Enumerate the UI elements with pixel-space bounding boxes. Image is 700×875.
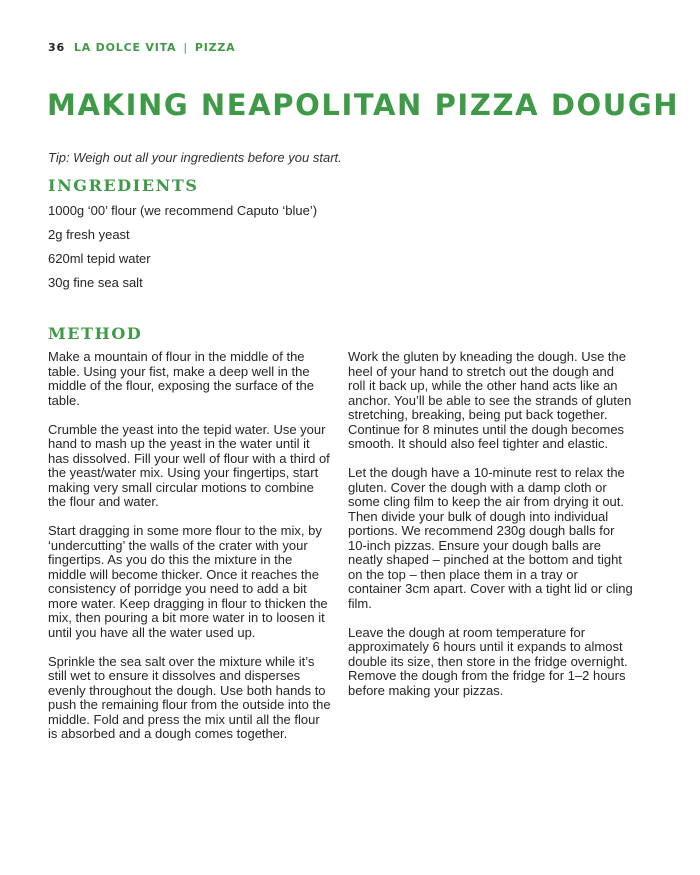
- method-column-right: [348, 350, 633, 713]
- method-step: Sprinkle the sea salt over the mixture while it’s still wet to ensure it dissolves and disperses evenly throughout the dough. Use both hands to push the remaining flour from the outside into the middle. Fold and press the mix until all the flour is absorbed and a dough comes together.: [48, 653, 331, 741]
- method-step: Make a mountain of flour in the middle of the table. Using your fist, make a deep well in the middle of the flour, exposing the surface of the table.: [48, 349, 314, 408]
- method-step: Leave the dough at room temperature for approximately 6 hours until it expands to almost double its size, then store in the fridge overnight. Remove the dough from the fridge for 1–2 hours before making your pizzas.: [348, 624, 628, 698]
- method-column-left: [48, 350, 332, 756]
- header-separator: |: [183, 41, 188, 54]
- ingredient-item: 1000g ‘00’ flour (we recommend Caputo ‘blue’): [48, 203, 318, 218]
- section-name: PIZZA: [194, 41, 236, 54]
- method-step: Let the dough have a 10-minute rest to relax the gluten. Cover the dough with a damp cloth or some cling film to keep the air from drying it out. Then divide your bulk of dough into individual portions. We recommend 230g dough balls for 10-inch pizzas. Ensure your dough balls are neatly shaped – pinched at the bottom and tight on the top – then place them in a tray or container 3cm apart. Cover with a tight lid or cling film.: [348, 465, 633, 611]
- page-title: MAKING NEAPOLITAN PIZZA DOUGH: [47, 88, 680, 122]
- method-step: Start dragging in some more flour to the mix, by ‘undercutting’ the walls of the crater with your fingertips. As you do this the mixture in the middle will become thicker. Once it reaches the consistency of porridge you need to add a bit more water. Keep dragging in flour to thicken the mix, then pouring a bit more water in to loosen it until you have all the water used up.: [48, 523, 328, 640]
- ingredient-item: 2g fresh yeast: [48, 227, 130, 242]
- method-step: Crumble the yeast into the tepid water. Use your hand to mash up the yeast in the water until it has dissolved. Fill your well of flour with a third of the yeast/water mix. Using your fingertips, start making very small circular motions to combine the flour and water.: [48, 421, 330, 509]
- book-title: LA DOLCE VITA: [73, 41, 177, 54]
- page-number: 36: [48, 41, 65, 54]
- method-heading: METHOD: [48, 324, 143, 343]
- ingredient-item: 620ml tepid water: [48, 251, 151, 266]
- tip-text: Tip: Weigh out all your ingredients before you start.: [48, 150, 342, 165]
- ingredients-list: [48, 203, 317, 299]
- ingredients-heading: INGREDIENTS: [48, 176, 199, 195]
- ingredient-item: 30g fine sea salt: [48, 275, 143, 290]
- running-head: [48, 41, 236, 54]
- method-step: Work the gluten by kneading the dough. Use the heel of your hand to stretch out the dough and roll it back up, while the other hand acts like an anchor. You’ll be able to see the strands of gluten stretching, breaking, being put back together. Continue for 8 minutes until the dough becomes smooth. It should also feel tighter and elastic.: [348, 349, 632, 451]
